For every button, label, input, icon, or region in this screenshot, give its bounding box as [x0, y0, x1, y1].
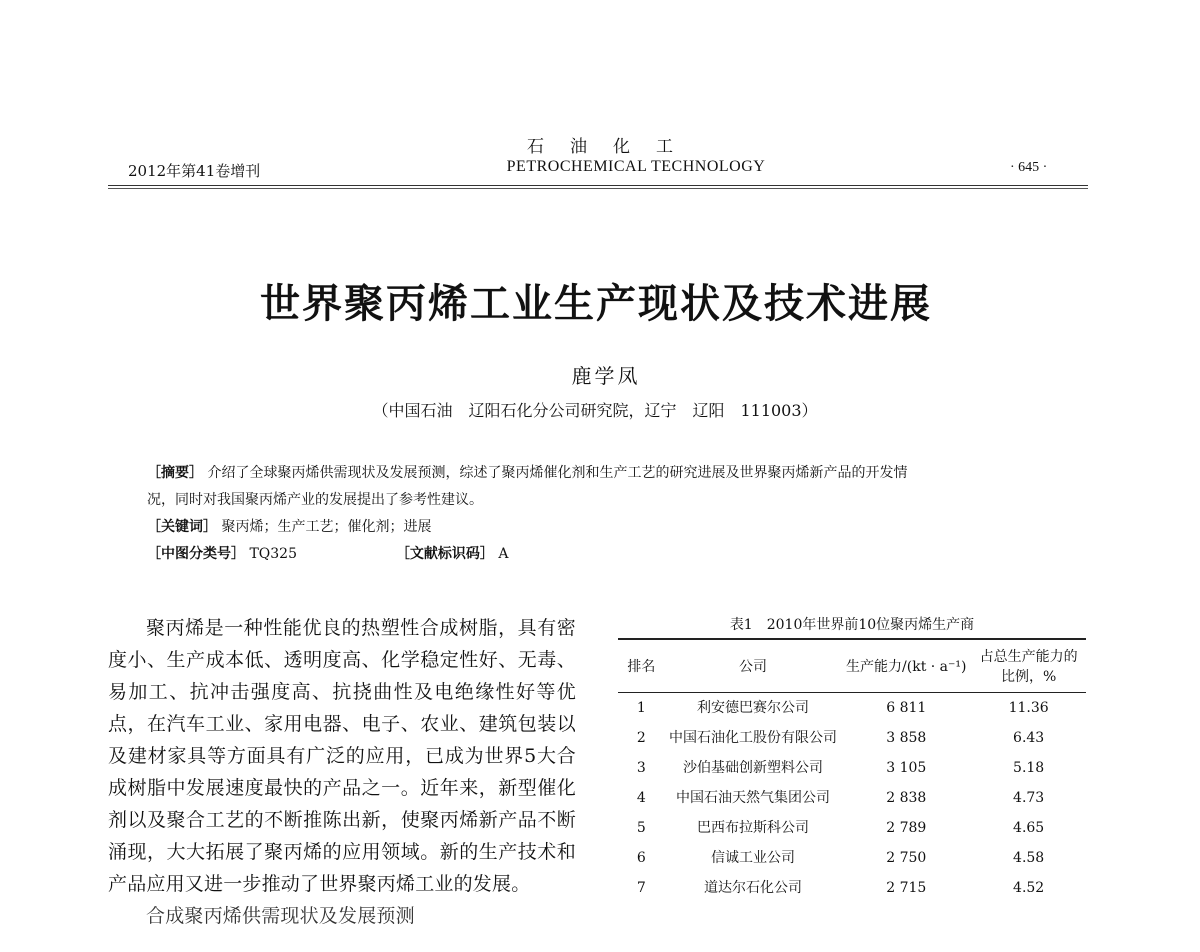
abstract-text-1: 介绍了全球聚丙烯供需现状及发展预测，综述了聚丙烯催化剂和生产工艺的研究进展及世界聚丙烯新产品的开发情: [207, 465, 908, 481]
cell-rank: 6: [636, 850, 646, 866]
cell-share: 4.58: [1013, 850, 1045, 866]
header-rule-secondary: [108, 188, 1088, 189]
page-number: · 645 ·: [1010, 160, 1048, 175]
author-affiliation: （中国石油 辽阳石化分公司研究院，辽宁 辽阳 111003）: [372, 401, 818, 420]
cell-share: 4.65: [1013, 820, 1045, 836]
cell-company: 中国石油化工股份有限公司: [668, 730, 837, 746]
article-title: 世界聚丙烯工业生产现状及技术进展: [260, 281, 932, 327]
table-header-row: [618, 639, 1086, 693]
cell-company: 中国石油天然气集团公司: [675, 790, 830, 806]
table-row: [618, 753, 1086, 783]
cell-company: 沙伯基础创新塑料公司: [682, 760, 823, 776]
header-share: 占总生产能力的比例，%: [971, 639, 1086, 693]
cell-share: 6.43: [1013, 730, 1045, 746]
table-row: [618, 813, 1086, 843]
doc-code-label: ［文献标识码］: [395, 546, 494, 562]
cell-capacity: 2 838: [886, 790, 927, 806]
author-name: 鹿学凤: [571, 364, 641, 388]
cell-rank: 3: [636, 760, 646, 776]
cell-rank: 1: [636, 700, 646, 716]
abstract-block: [147, 460, 1047, 568]
cell-rank: 4: [636, 790, 646, 806]
cell-rank: 7: [636, 880, 646, 896]
journal-title-cn: 石油化工: [527, 137, 699, 157]
table-row: [618, 783, 1086, 813]
clc-label: ［中图分类号］: [147, 546, 245, 562]
abstract-text-2: 况，同时对我国聚丙烯产业的发展提出了参考性建议。: [147, 492, 483, 508]
header-capacity: 生产能力/(kt · a⁻¹): [841, 639, 971, 693]
cell-company: 利安德巴赛尔公司: [696, 700, 809, 716]
doc-code: A: [498, 546, 509, 562]
cell-rank: 5: [636, 820, 646, 836]
cell-share: 11.36: [1008, 700, 1049, 716]
body-column-left: [108, 612, 576, 932]
header-rank: 排名: [618, 639, 665, 693]
table-row: [618, 843, 1086, 873]
body-paragraph-2-partial: 合成聚丙烯供需现状及发展预测: [146, 905, 415, 927]
cell-capacity: 3 105: [886, 760, 927, 776]
keywords-line: [147, 514, 1047, 541]
cell-capacity: 2 789: [886, 820, 927, 836]
keywords-label: ［关键词］: [147, 519, 217, 535]
abstract-line-1: [147, 460, 1047, 487]
header-rule: [108, 185, 1088, 186]
clc-code: TQ325: [249, 546, 297, 562]
issue-info: 2012年第41卷增刊: [128, 162, 261, 180]
table-row: [618, 693, 1086, 724]
cell-capacity: 6 811: [886, 700, 927, 716]
producers-table: [618, 638, 1086, 903]
cell-company: 巴西布拉斯科公司: [696, 820, 809, 836]
header-company: 公司: [665, 639, 842, 693]
cell-capacity: 3 858: [886, 730, 927, 746]
table-caption: 表1 2010年世界前10位聚丙烯生产商: [729, 617, 975, 633]
table-row: [618, 723, 1086, 753]
journal-title-en: PETROCHEMICAL TECHNOLOGY: [506, 158, 766, 175]
cell-capacity: 2 750: [886, 850, 927, 866]
body-paragraph-1: 聚丙烯是一种性能优良的热塑性合成树脂，具有密度小、生产成本低、透明度高、化学稳定性好、无毒、易加工、抗冲击强度高、抗挠曲性及电绝缘性好等优点，在汽车工业、家用电器、电子、农业、建筑包装以及建材家具等方面具有广泛的应用，已成为世界5大合成树脂中发展速度最快的产品之一。近年来，新型催化剂以及聚合工艺的不断推陈出新，使聚丙烯新产品不断涌现，大大拓展了聚丙烯的应用领域。新的生产技术和产品应用又进一步推动了世界聚丙烯工业的发展。: [108, 617, 576, 895]
abstract-line-2: [147, 487, 1047, 514]
cell-company: 信诚工业公司: [710, 850, 795, 866]
classification-line: [147, 541, 1047, 568]
table-row: [618, 873, 1086, 903]
cell-rank: 2: [636, 730, 646, 746]
cell-company: 道达尔石化公司: [703, 880, 802, 896]
cell-share: 5.18: [1013, 760, 1045, 776]
cell-share: 4.73: [1013, 790, 1045, 806]
cell-capacity: 2 715: [886, 880, 927, 896]
keywords-text: 聚丙烯；生产工艺；催化剂；进展: [221, 519, 432, 535]
abstract-label: ［摘要］: [147, 465, 203, 481]
cell-share: 4.52: [1013, 880, 1045, 896]
